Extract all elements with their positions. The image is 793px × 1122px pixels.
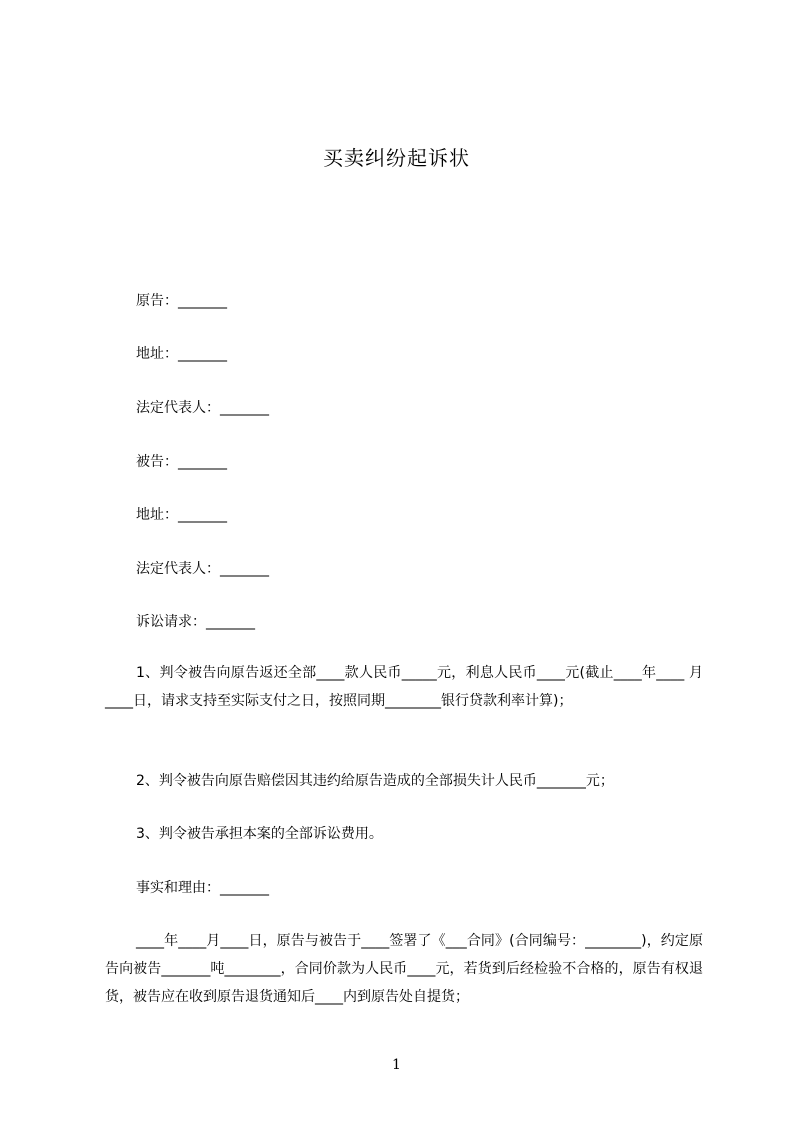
document-title: 买卖纠纷起诉状: [323, 146, 470, 170]
facts-heading: 事实和理由：_______: [136, 880, 269, 896]
claim-item-2: 2、判令被告向原告赔偿因其违约给原告造成的全部损失计人民币_______元；: [136, 773, 614, 789]
defendant-representative-line: 法定代表人：_______: [136, 561, 269, 577]
claim-item-1: 1、判令被告向原告返还全部____款人民币_____元，利息人民币____元(截止____年____ 月 ____日，请求支持至实际支付之日，按照同期________银行贷款利率计算)；: [105, 665, 703, 709]
plaintiff-address-line: 地址：_______: [136, 346, 227, 362]
defendant-address-line: 地址：_______: [136, 507, 227, 523]
plaintiff-line: 原告：_______: [136, 293, 227, 309]
page-number: 1: [392, 1057, 401, 1073]
plaintiff-representative-line: 法定代表人：_______: [136, 400, 269, 416]
facts-paragraph: ____年____月____日，原告与被告于____签署了《___合同》(合同编号：________)，约定原告向被告_______吨________，合同价款为人民币____元，若货到后经检验不合格的，原告有权退货，被告应在收到原告退货通知后____内到原告处自提货；: [105, 933, 703, 1005]
claim-item-3: 3、判令被告承担本案的全部诉讼费用。: [136, 826, 383, 842]
claims-heading: 诉讼请求：_______: [136, 614, 255, 630]
defendant-line: 被告：_______: [136, 454, 227, 470]
